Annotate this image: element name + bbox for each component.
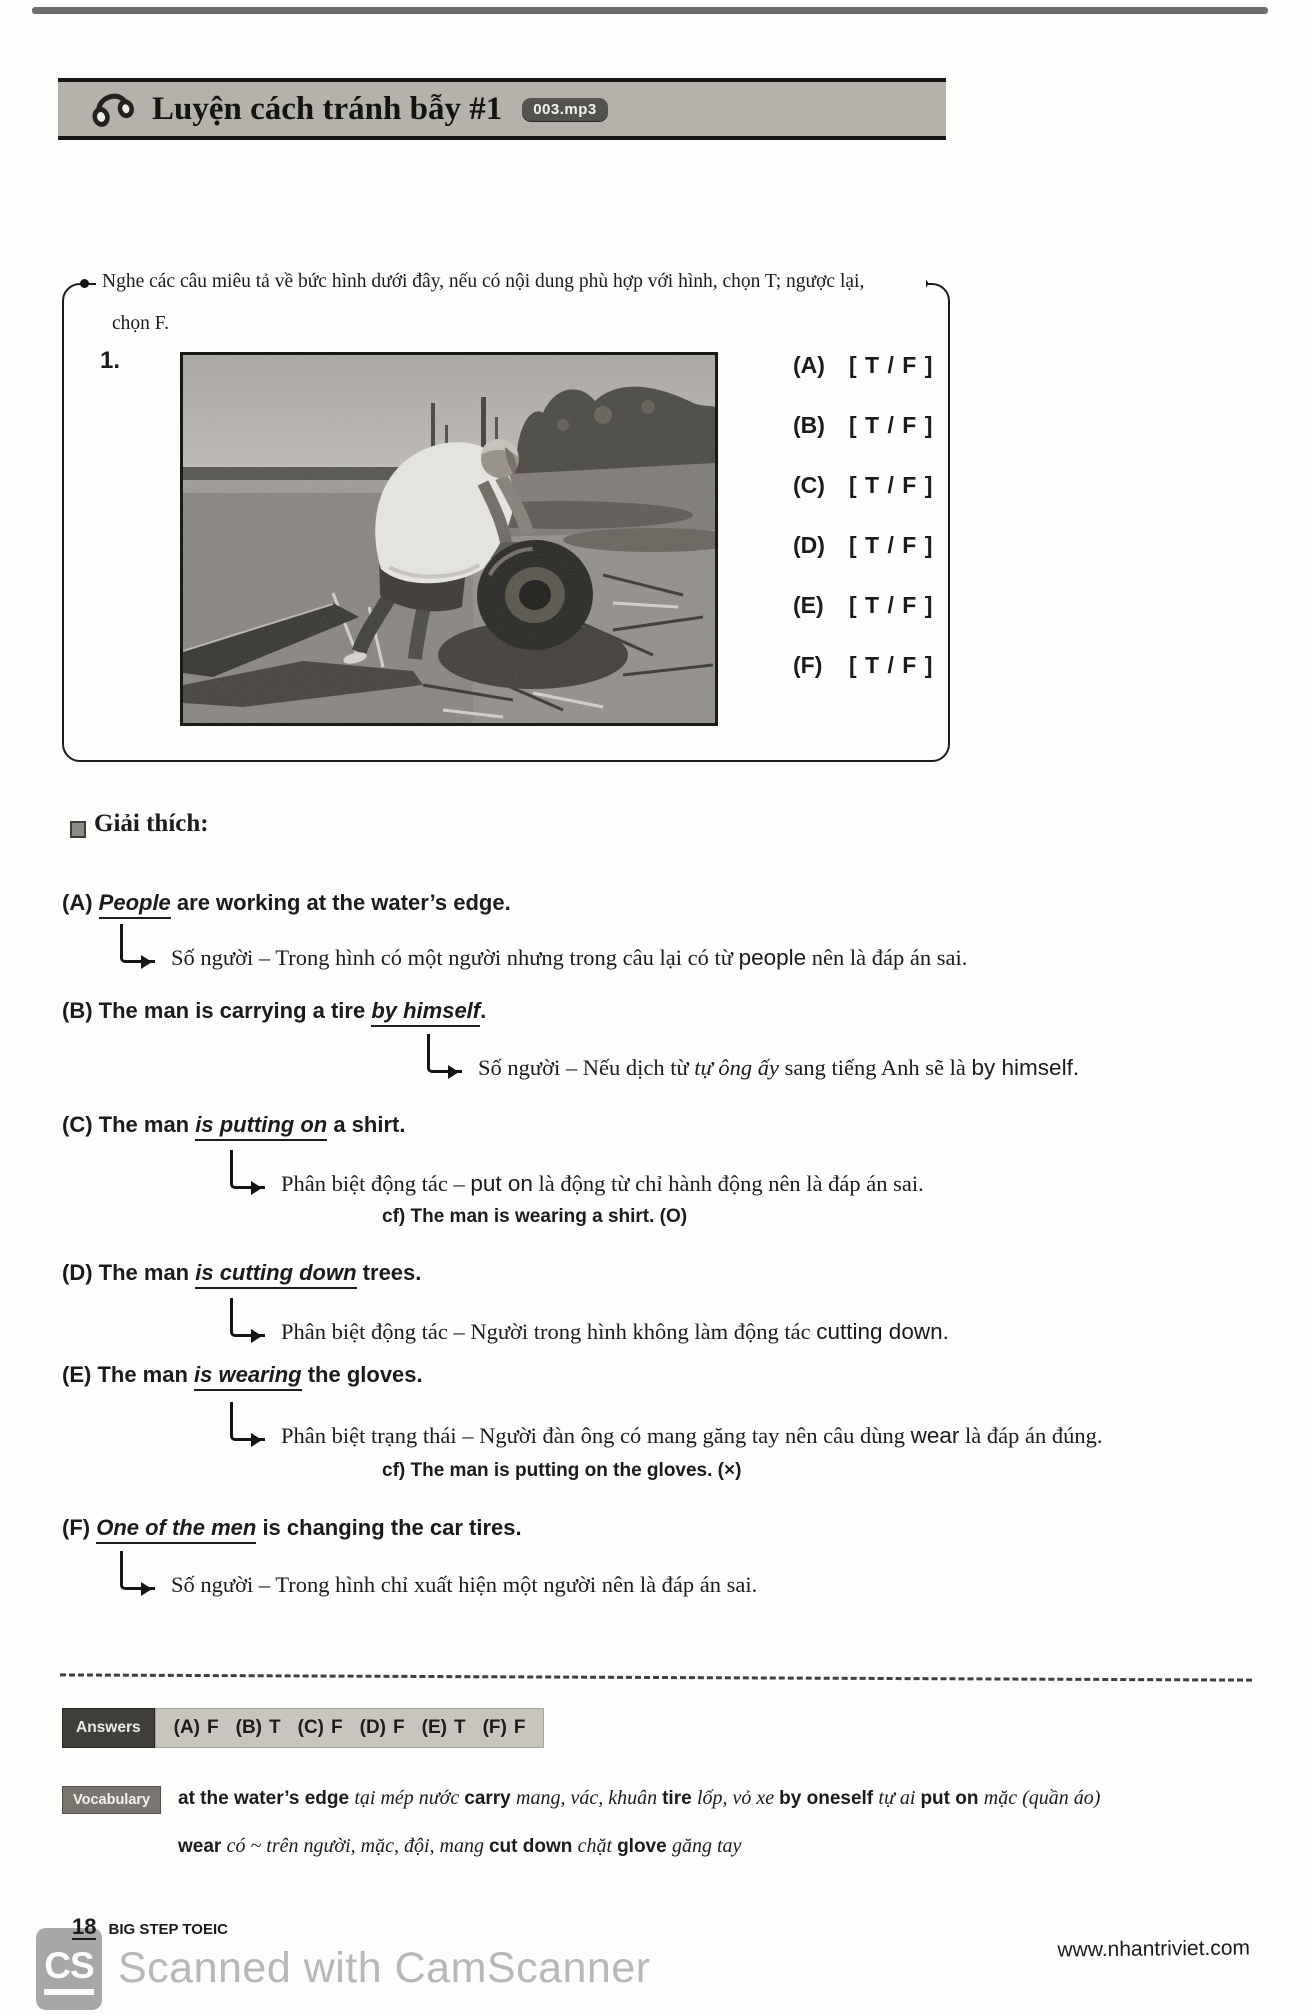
lesson-header-bar [58, 78, 946, 140]
explanation-item-a [62, 890, 1272, 970]
tf-option-d [793, 532, 933, 562]
elbow-arrow-icon [120, 1551, 155, 1590]
explanation-heading: Giải thích: [94, 810, 209, 837]
answers-bar [62, 1708, 544, 1748]
vocabulary-line-1: at the water’s edge tại mép nước carry mang, vác, khuân tire lốp, vỏ xe by oneself tự ai put on mặc (quần áo) [178, 1787, 1101, 1809]
headphones-icon [88, 85, 136, 134]
note-row [427, 1034, 1080, 1080]
section-bullet-square [70, 821, 86, 838]
option-letter: (C) [793, 472, 825, 498]
cf-note-c: cf) The man is wearing a shirt. (O) [382, 1206, 688, 1227]
option-letter: (F) [793, 652, 823, 678]
note-row [230, 1402, 1103, 1448]
cf-note-e: cf) The man is putting on the gloves. (×) [382, 1460, 742, 1481]
footer [72, 1916, 228, 1940]
answers-strip [155, 1708, 545, 1748]
tf-option-f [793, 652, 933, 682]
answer-f: (F) F [482, 1717, 526, 1738]
option-letter: (A) [793, 352, 825, 378]
dashed-separator [60, 1673, 1252, 1681]
publisher-website: www.nhantriviet.com [1057, 1936, 1251, 1962]
explanation-item-e [62, 1362, 1272, 1481]
note-row [120, 924, 968, 970]
explanation-item-d [62, 1260, 1272, 1344]
explanation-item-b [62, 998, 1272, 1080]
question-number: 1. [100, 347, 121, 374]
statement-e: (E) The man is wearing the gloves. [62, 1362, 1272, 1388]
note-row [230, 1298, 949, 1344]
vocabulary-line-2: wear có ~ trên người, mặc, đội, mang cut down chặt glove găng tay [178, 1835, 742, 1857]
instruction-line-2: chọn F. [112, 313, 169, 334]
camscanner-logo-text: CS [44, 1943, 93, 1995]
tf-choices: [ T / F ] [849, 352, 934, 378]
tf-choices: [ T / F ] [849, 652, 934, 678]
tf-options [793, 352, 933, 712]
elbow-arrow-icon [120, 924, 155, 963]
tf-choices: [ T / F ] [849, 412, 934, 438]
statement-a: (A) People are working at the water’s edge. [62, 890, 1272, 916]
audio-file-badge: 003.mp3 [522, 98, 608, 121]
answer-a: (A) F [173, 1717, 219, 1738]
answers-badge: Answers [62, 1708, 155, 1748]
note-c: Phân biệt động tác – put on là động từ chỉ hành động nên là đáp án sai. [281, 1171, 924, 1196]
note-a: Số người – Trong hình có một người nhưng trong câu lại có từ people nên là đáp án sai. [171, 945, 968, 970]
explanation-item-f [62, 1515, 1272, 1597]
answer-b: (B) T [235, 1717, 281, 1738]
note-b: Số người – Nếu dịch từ tự ông ấy sang tiếng Anh sẽ là by himself. [478, 1055, 1080, 1080]
camscanner-watermark-text: Scanned with CamScanner [118, 1944, 651, 1992]
explanation-item-c [62, 1112, 1272, 1227]
statement-c: (C) The man is putting on a shirt. [62, 1112, 1272, 1138]
book-title: BIG STEP TOEIC [108, 1921, 228, 1938]
vocabulary-badge: Vocabulary [62, 1786, 161, 1814]
tf-option-c [793, 472, 933, 502]
note-row [120, 1551, 758, 1597]
elbow-arrow-icon [427, 1034, 462, 1073]
elbow-arrow-icon [230, 1150, 265, 1189]
elbow-arrow-icon [230, 1298, 265, 1337]
question-photo [180, 352, 718, 726]
answer-d: (D) F [359, 1717, 405, 1738]
tf-option-e [793, 592, 933, 622]
scan-artifact-streak [32, 7, 1268, 14]
lesson-title: Luyện cách tránh bẫy #1 [152, 90, 503, 127]
answer-c: (C) F [297, 1717, 343, 1738]
elbow-arrow-icon [230, 1402, 265, 1441]
note-d: Phân biệt động tác – Người trong hình không làm động tác cutting down. [281, 1319, 949, 1344]
statement-d: (D) The man is cutting down trees. [62, 1260, 1272, 1286]
camscanner-logo [36, 1928, 102, 2010]
statement-f: (F) One of the men is changing the car tires. [62, 1515, 1272, 1541]
statement-b: (B) The man is carrying a tire by himself. [62, 998, 1272, 1024]
instruction-line-1: Nghe các câu miêu tả về bức hình dưới đây, nếu có nội dung phù hợp với hình, chọn T; ngược lại, [96, 262, 926, 302]
note-f: Số người – Trong hình chỉ xuất hiện một người nên là đáp án sai. [171, 1572, 758, 1597]
tf-option-a [793, 352, 933, 382]
option-letter: (D) [793, 532, 825, 558]
instruction-bullet-left [80, 279, 89, 288]
tf-choices: [ T / F ] [849, 532, 934, 558]
tf-choices: [ T / F ] [849, 472, 934, 498]
note-e: Phân biệt trạng thái – Người đàn ông có mang găng tay nên câu dùng wear là đáp án đúng. [281, 1423, 1103, 1448]
tf-choices: [ T / F ] [849, 592, 934, 618]
option-letter: (B) [793, 412, 825, 438]
tf-option-b [793, 412, 933, 442]
note-row [230, 1150, 924, 1196]
page-number: 18 [72, 1914, 97, 1939]
option-letter: (E) [793, 592, 824, 618]
answer-e: (E) T [421, 1717, 466, 1738]
